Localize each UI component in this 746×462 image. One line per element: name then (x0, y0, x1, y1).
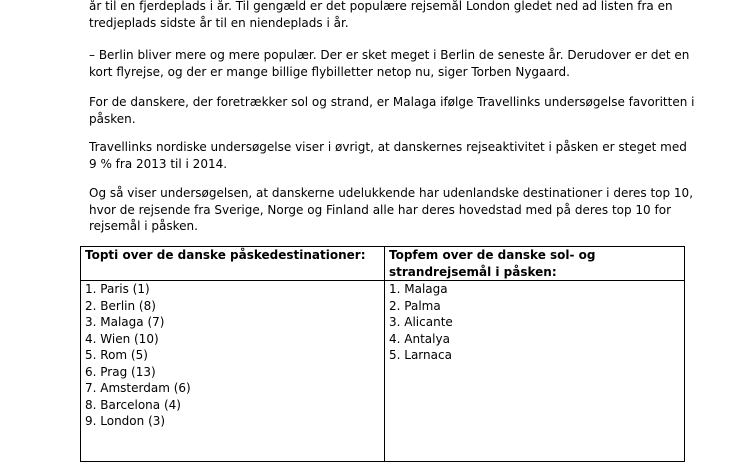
list-item: 4. Wien (10) (85, 331, 159, 346)
list-item: 8. Barcelona (4) (85, 397, 181, 412)
paragraph (89, 185, 693, 235)
table-header-top-five: Topfem over de danske sol- og strandrejsemål i påsken: (385, 247, 685, 281)
paragraph-line: år til en fjerdeplads i år. Til gengæld er det populære rejsemål London gledet ned ad listen fra en (89, 0, 673, 13)
paragraph-line: hvor de rejsende fra Sverige, Norge og Finland alle har deres hovedstad med på deres top 10 for (89, 202, 672, 217)
paragraph-line: påsken. (89, 111, 136, 126)
list-item: 5. Rom (5) (85, 348, 148, 362)
list-item: 2. Palma (389, 298, 441, 313)
paragraph-line: kort flyrejse, og der er mange billige flybilletter netop nu, siger Torben Nygaard. (89, 64, 570, 79)
paragraph-line: 9 % fra 2013 til i 2014. (89, 156, 228, 171)
list-item: 7. Amsterdam (6) (85, 381, 191, 395)
table-row (81, 281, 685, 462)
top-ten-list (81, 281, 385, 462)
list-item: 2. Berlin (8) (85, 298, 156, 313)
list-item: 3. Malaga (7) (85, 315, 165, 329)
table-header-top-ten: Topti over de danske påskedestinationer: (81, 247, 385, 281)
paragraph (89, 94, 694, 127)
table-header-row (81, 247, 685, 281)
list-item: 9. London (3) (85, 414, 166, 428)
paragraph-line: rejsemål i påsken. (89, 219, 198, 233)
list-item: 5. Larnaca (389, 348, 452, 362)
paragraph (89, 47, 689, 80)
paragraph-line: For de danskere, der foretrækker sol og strand, er Malaga ifølge Travellinks undersøgelse favoritten i (89, 95, 695, 109)
destinations-table (80, 246, 685, 462)
list-item: 1. Paris (1) (85, 282, 150, 296)
list-item: 3. Alicante (389, 315, 453, 329)
paragraph-line: – Berlin bliver mere og mere populær. Der er sket meget i Berlin de seneste år. Derudover er det en (89, 48, 690, 62)
paragraph (89, 0, 673, 31)
paragraph-line: Travellinks nordiske undersøgelse viser i øvrigt, at danskernes rejseaktivitet i påsken er steget med (89, 140, 687, 154)
list-item: 6. Prag (13) (85, 364, 156, 379)
top-five-list (385, 281, 685, 462)
list-item: 4. Antalya (389, 331, 450, 346)
paragraph-line: tredjeplads sidste år til en niendeplads i år. (89, 15, 349, 30)
list-item: 1. Malaga (389, 282, 448, 296)
paragraph (89, 139, 687, 172)
paragraph-line: Og så viser undersøgelsen, at danskerne udelukkende har udenlandske destinationer i deres top 10, (89, 186, 694, 200)
